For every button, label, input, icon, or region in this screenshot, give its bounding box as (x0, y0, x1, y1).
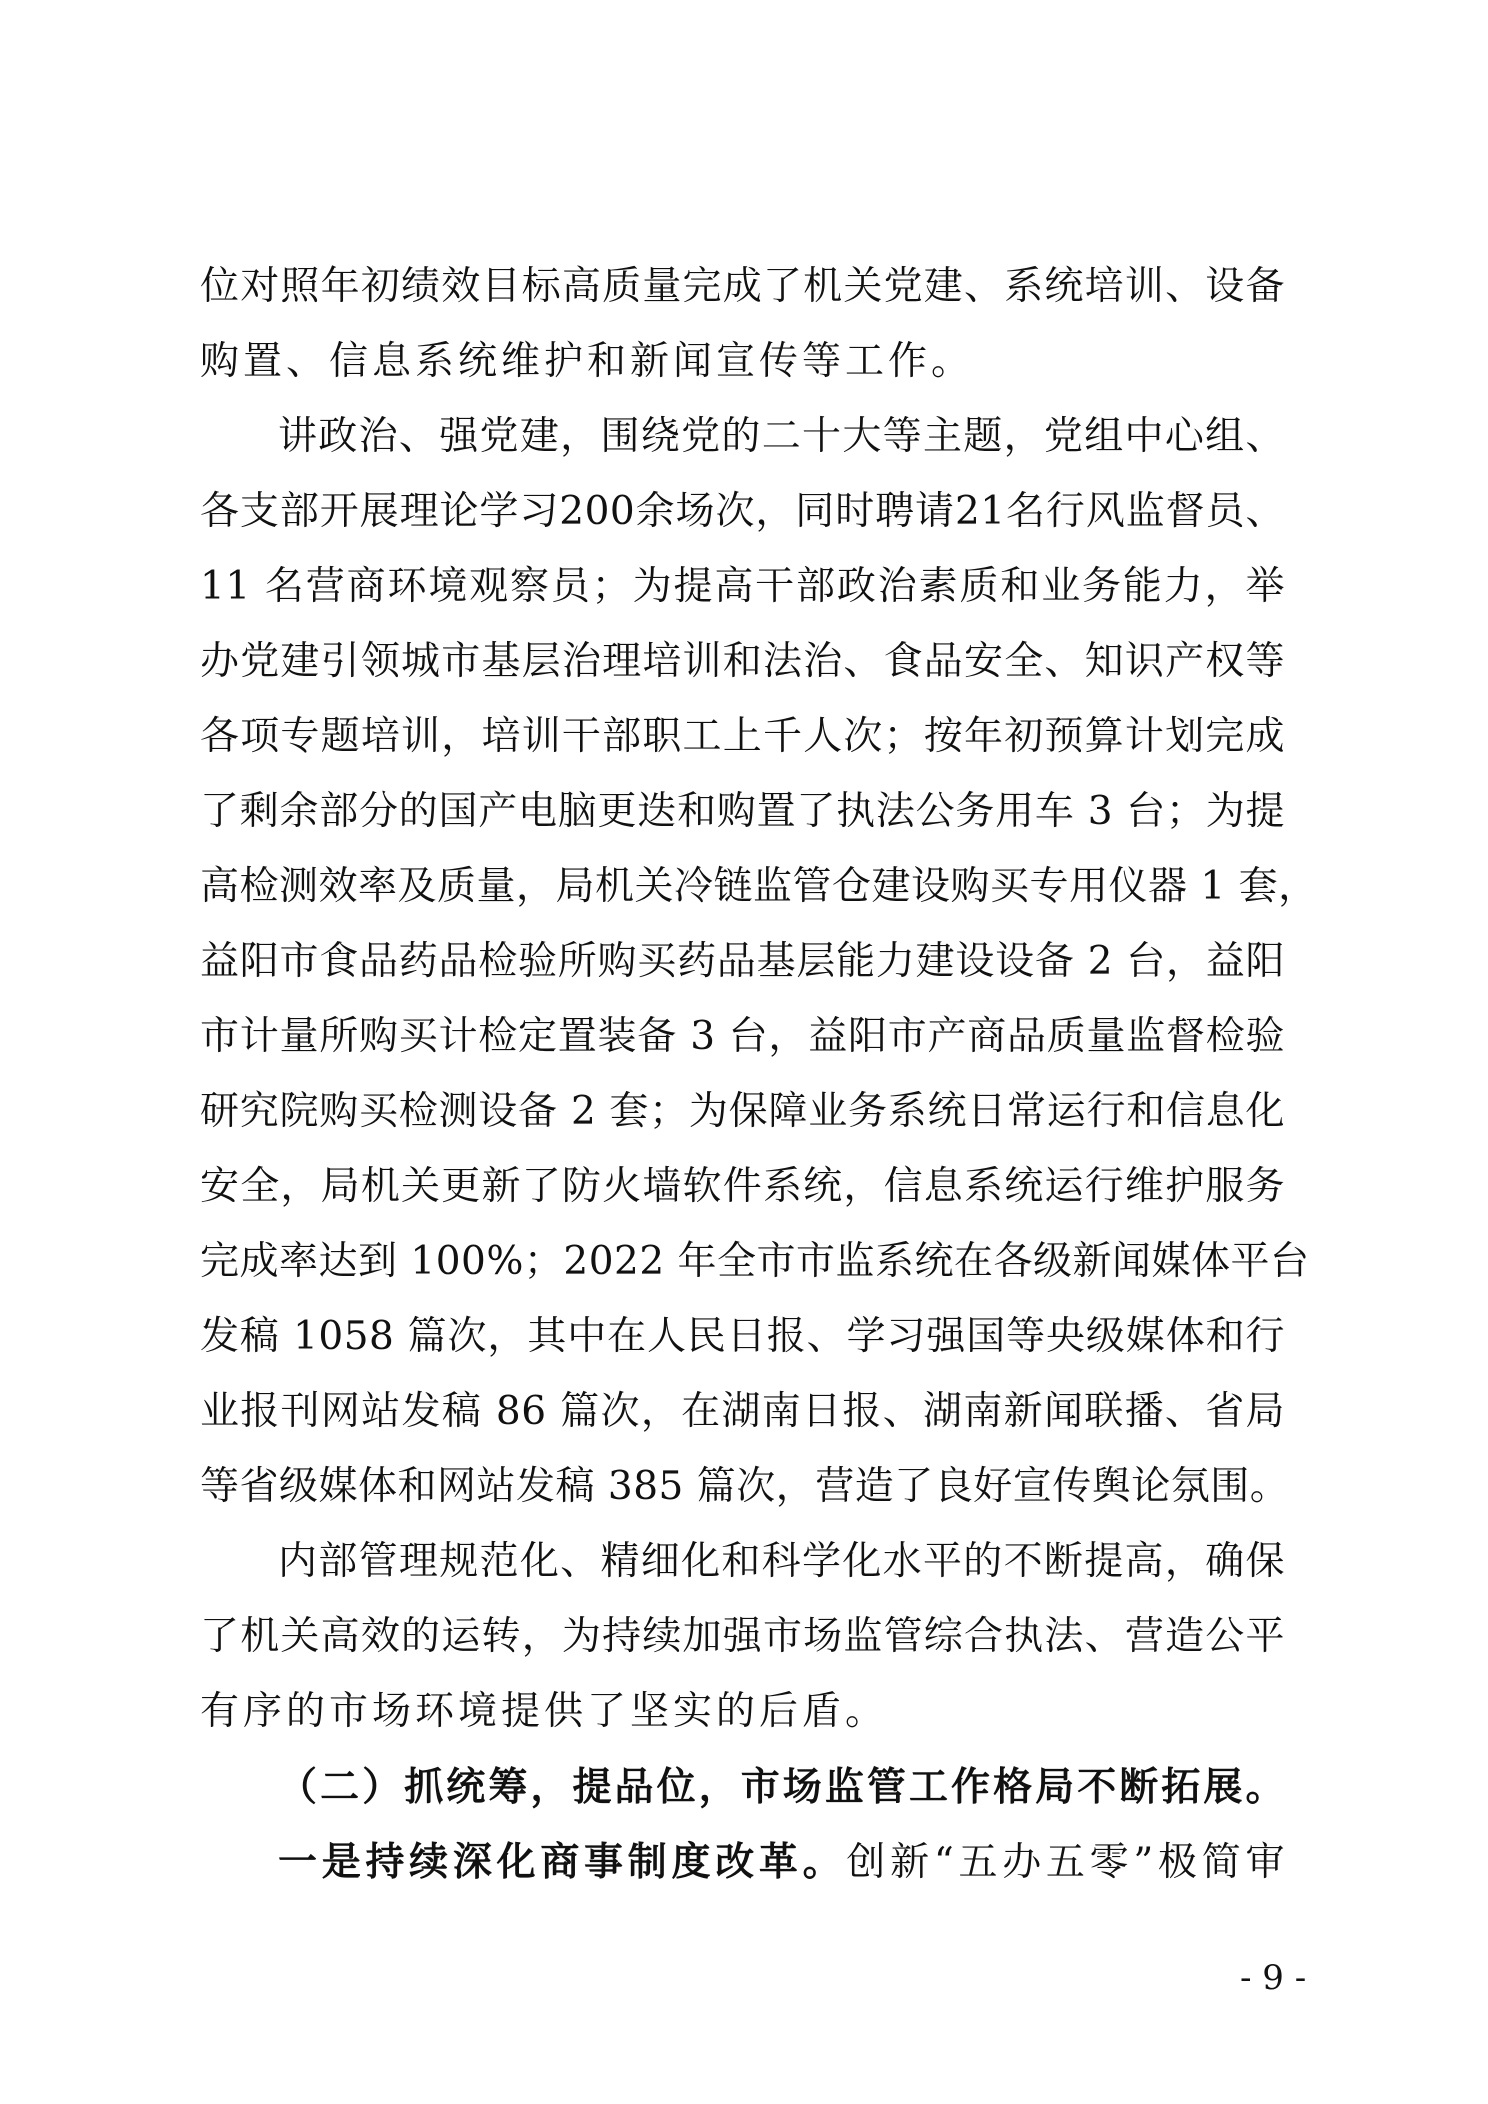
paragraph-line: 各支部开展理论学习200余场次，同时聘请21名行风监督员、 (200, 489, 1285, 534)
paragraph-line: 市计量所购买计检定置装备 3 台，益阳市产商品质量监督检验 (200, 1014, 1285, 1059)
paragraph-line: 安全，局机关更新了防火墙软件系统，信息系统运行维护服务 (200, 1164, 1285, 1209)
paragraph-line: 研究院购买检测设备 2 套；为保障业务系统日常运行和信息化 (200, 1089, 1285, 1134)
paragraph-line: 内部管理规范化、精细化和科学化水平的不断提高，确保 (278, 1539, 1285, 1584)
page-number: - 9 - (1240, 1958, 1307, 1998)
paragraph-line: 了剩余部分的国产电脑更迭和购置了执法公务用车 3 台；为提 (200, 789, 1285, 834)
paragraph-line: 等省级媒体和网站发稿 385 篇次，营造了良好宣传舆论氛围。 (200, 1464, 1290, 1509)
paragraph-line: 益阳市食品药品检验所购买药品基层能力建设设备 2 台，益阳 (200, 939, 1285, 984)
paragraph-line: 各项专题培训，培训干部职工上千人次；按年初预算计划完成 (200, 714, 1285, 759)
paragraph-line: 发稿 1058 篇次，其中在人民日报、学习强国等央级媒体和行 (200, 1314, 1285, 1359)
paragraph-line: 高检测效率及质量，局机关冷链监管仓建设购买专用仪器 1 套， (200, 864, 1318, 909)
paragraph-line: 位对照年初绩效目标高质量完成了机关党建、系统培训、设备 (200, 264, 1285, 309)
section-heading: （二）抓统筹，提品位，市场监管工作格局不断拓展。 (278, 1764, 1285, 1810)
paragraph-lead-rest: 创新“五办五零”极简审 (846, 1840, 1285, 1885)
paragraph-line: 有序的市场环境提供了坚实的后盾。 (200, 1689, 889, 1734)
paragraph-line: 办党建引领城市基层治理培训和法治、食品安全、知识产权等 (200, 639, 1285, 684)
paragraph-line: 了机关高效的运转，为持续加强市场监管综合执法、营造公平 (200, 1614, 1285, 1659)
paragraph-line (278, 1837, 1285, 1887)
paragraph-line: 11 名营商环境观察员；为提高干部政治素质和业务能力，举 (200, 564, 1285, 609)
paragraph-lead-bold: 一是持续深化商事制度改革。 (278, 1839, 847, 1885)
paragraph-line: 业报刊网站发稿 86 篇次，在湖南日报、湖南新闻联播、省局 (200, 1389, 1285, 1434)
paragraph-line: 完成率达到 100%；2022 年全市市监系统在各级新闻媒体平台 (200, 1239, 1310, 1284)
paragraph-line: 购置、信息系统维护和新闻宣传等工作。 (200, 339, 975, 384)
paragraph-line: 讲政治、强党建，围绕党的二十大等主题，党组中心组、 (278, 414, 1285, 459)
